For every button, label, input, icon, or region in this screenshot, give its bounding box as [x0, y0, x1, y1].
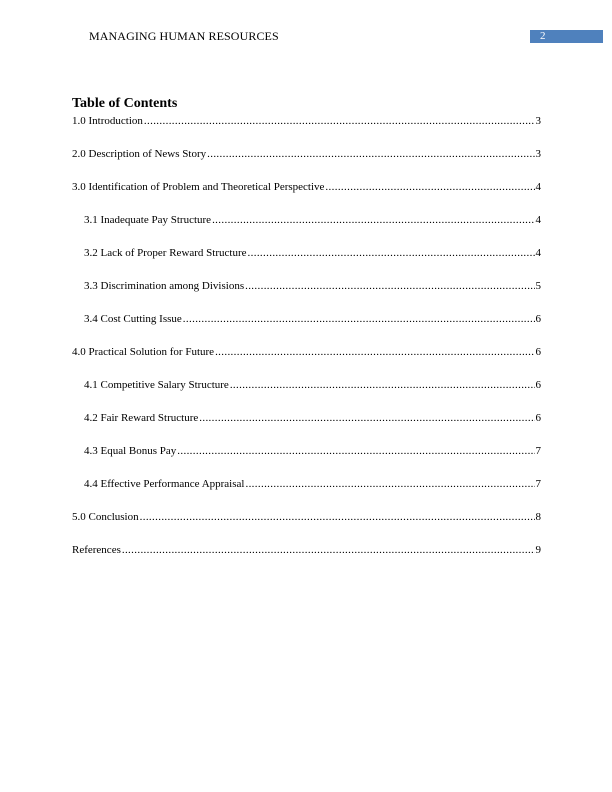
toc-entry-equal-bonus-pay[interactable] [72, 444, 541, 458]
toc-dot-leader [212, 213, 534, 227]
toc-entry-page: 4 [535, 181, 541, 193]
toc-entry-label: 4.2 Fair Reward Structure [84, 412, 199, 424]
toc-dot-leader [199, 411, 534, 425]
toc-entry-page: 9 [535, 544, 541, 556]
toc-entry-practical-solution-for-future[interactable] [72, 345, 541, 359]
toc-entry-fair-reward-structure[interactable] [72, 411, 541, 425]
toc-entry-label: 3.2 Lack of Proper Reward Structure [84, 247, 247, 259]
toc-entry-label: 3.4 Cost Cutting Issue [84, 313, 182, 325]
toc-entry-page: 6 [535, 313, 541, 325]
toc-dot-leader [140, 510, 535, 524]
toc-entry-page: 4 [535, 247, 541, 259]
toc-entry-effective-performance-appraisal[interactable] [72, 477, 541, 491]
toc-entry-description-of-news-story[interactable] [72, 147, 541, 161]
toc-entry-page: 6 [535, 379, 541, 391]
toc-entry-discrimination-among-divisions[interactable] [72, 279, 541, 293]
page-number-box [530, 30, 603, 43]
toc-entry-page: 4 [535, 214, 541, 226]
toc-entry-label: References [72, 544, 121, 556]
toc-dot-leader [248, 246, 535, 260]
toc-dot-leader [325, 180, 534, 194]
toc-entry-label: 3.1 Inadequate Pay Structure [84, 214, 212, 226]
table-of-contents [72, 114, 541, 557]
toc-entry-introduction[interactable] [72, 114, 541, 128]
toc-dot-leader [122, 543, 535, 557]
toc-dot-leader [183, 312, 535, 326]
toc-entry-lack-of-proper-reward-structure[interactable] [72, 246, 541, 260]
toc-entry-label: 4.1 Competitive Salary Structure [84, 379, 229, 391]
toc-entry-identification-of-problem[interactable] [72, 180, 541, 194]
running-header-title: MANAGING HUMAN RESOURCES [89, 29, 279, 43]
toc-entry-page: 3 [535, 115, 541, 127]
toc-entry-references[interactable] [72, 543, 541, 557]
page-number: 2 [540, 30, 546, 42]
toc-entry-page: 5 [535, 280, 541, 292]
toc-dot-leader [207, 147, 534, 161]
toc-dot-leader [177, 444, 534, 458]
toc-entry-cost-cutting-issue[interactable] [72, 312, 541, 326]
toc-dot-leader [230, 378, 535, 392]
toc-entry-page: 6 [535, 412, 541, 424]
toc-dot-leader [215, 345, 534, 359]
toc-entry-page: 8 [535, 511, 541, 523]
toc-dot-leader [144, 114, 535, 128]
toc-entry-label: 1.0 Introduction [72, 115, 143, 127]
toc-entry-page: 3 [535, 148, 541, 160]
toc-dot-leader [245, 477, 534, 491]
toc-entry-label: 2.0 Description of News Story [72, 148, 207, 160]
toc-entry-label: 4.0 Practical Solution for Future [72, 346, 215, 358]
toc-entry-label: 4.4 Effective Performance Appraisal [84, 478, 245, 490]
toc-dot-leader [245, 279, 534, 293]
toc-entry-page: 6 [535, 346, 541, 358]
toc-entry-page: 7 [535, 445, 541, 457]
toc-heading: Table of Contents [72, 96, 178, 111]
toc-entry-competitive-salary-structure[interactable] [72, 378, 541, 392]
toc-entry-conclusion[interactable] [72, 510, 541, 524]
toc-entry-label: 5.0 Conclusion [72, 511, 139, 523]
toc-entry-label: 4.3 Equal Bonus Pay [84, 445, 177, 457]
toc-entry-label: 3.3 Discrimination among Divisions [84, 280, 245, 292]
toc-entry-page: 7 [535, 478, 541, 490]
toc-entry-label: 3.0 Identification of Problem and Theoretical Perspective [72, 181, 325, 193]
toc-entry-inadequate-pay-structure[interactable] [72, 213, 541, 227]
